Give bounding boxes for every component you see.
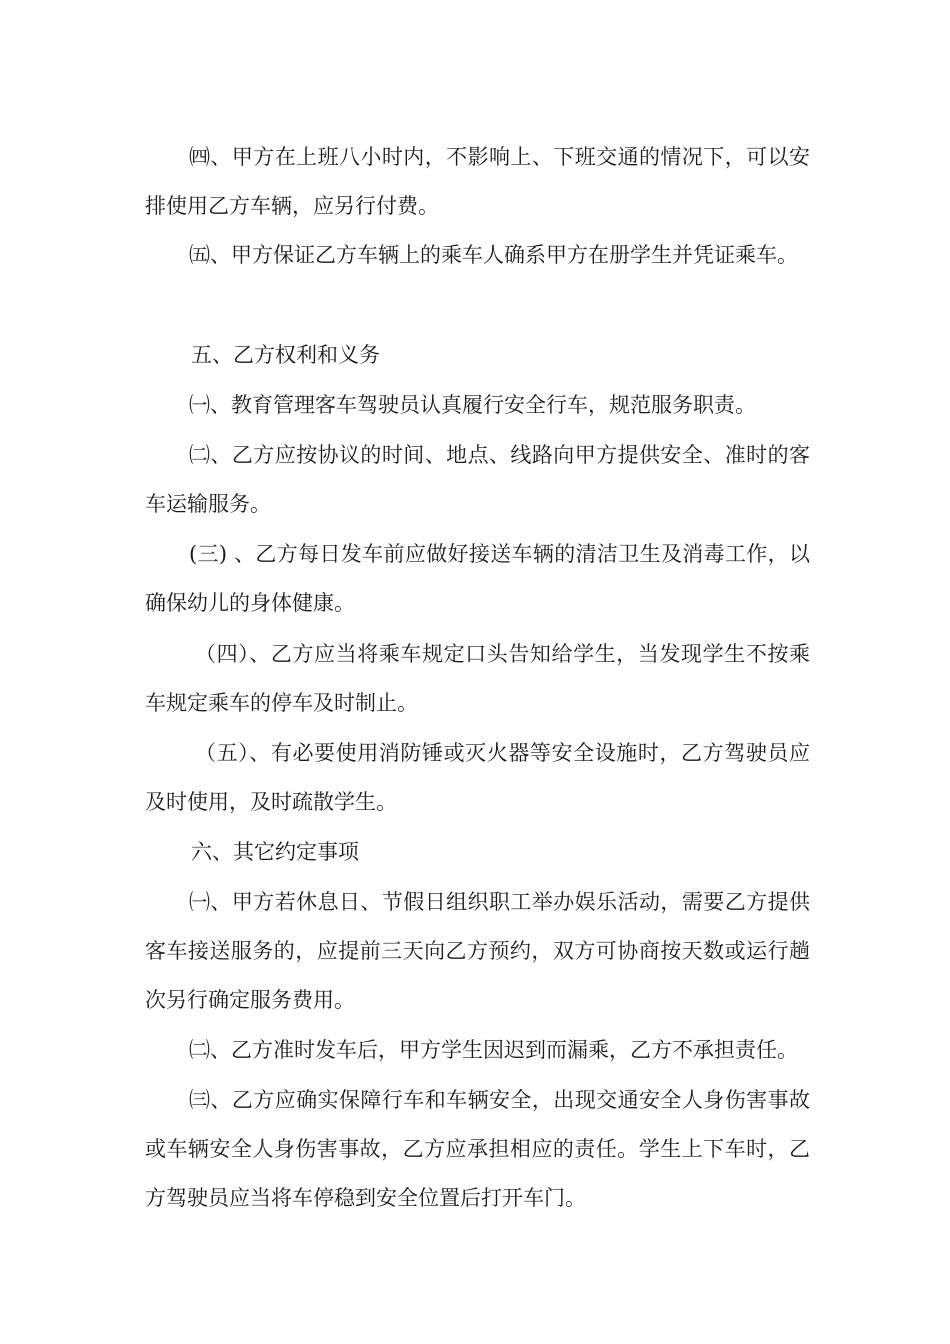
paragraph-6-3: ㈢、乙方应确实保障行车和车辆安全，出现交通安全人身伤害事故或车辆安全人身伤害事故，乙方应承担相应的责任。学生上下车时，乙方驾驶员应当将车停稳到安全位置后打开车门。	[145, 1088, 810, 1210]
paragraph-5-3: (三) 、乙方每日发车前应做好接送车辆的清洁卫生及消毒工作，以确保幼儿的身体健康。	[145, 542, 810, 615]
paragraph-5-5: （五）、有必要使用消防锤或灭火器等安全设施时，乙方驾驶员应及时使用，及时疏散学生。	[145, 741, 810, 814]
section-heading-6: 六、其它约定事项	[191, 840, 359, 864]
paragraph-5-2: ㈡、乙方应按协议的时间、地点、线路向甲方提供安全、准时的客车运输服务。	[145, 443, 810, 516]
paragraph-4-2: ㈤、甲方保证乙方车辆上的乘车人确系甲方在册学生并凭证乘车。	[189, 243, 798, 267]
paragraph-6-2: ㈡、乙方准时发车后，甲方学生因迟到而漏乘，乙方不承担责任。	[189, 1038, 798, 1062]
paragraph-5-4: （四）、乙方应当将乘车规定口头告知给学生，当发现学生不按乘车规定乘车的停车及时制止。	[145, 642, 810, 715]
paragraph-4-1: ㈣、甲方在上班八小时内，不影响上、下班交通的情况下，可以安排使用乙方车辆，应另行付费。	[145, 145, 810, 218]
paragraph-6-1: ㈠、甲方若休息日、节假日组织职工举办娱乐活动，需要乙方提供客车接送服务的，应提前三天向乙方预约，双方可协商按天数或运行趟次另行确定服务费用。	[145, 890, 810, 1012]
section-heading-5: 五、乙方权利和义务	[191, 343, 380, 367]
paragraph-5-1: ㈠、教育管理客车驾驶员认真履行安全行车，规范服务职责。	[189, 393, 756, 417]
